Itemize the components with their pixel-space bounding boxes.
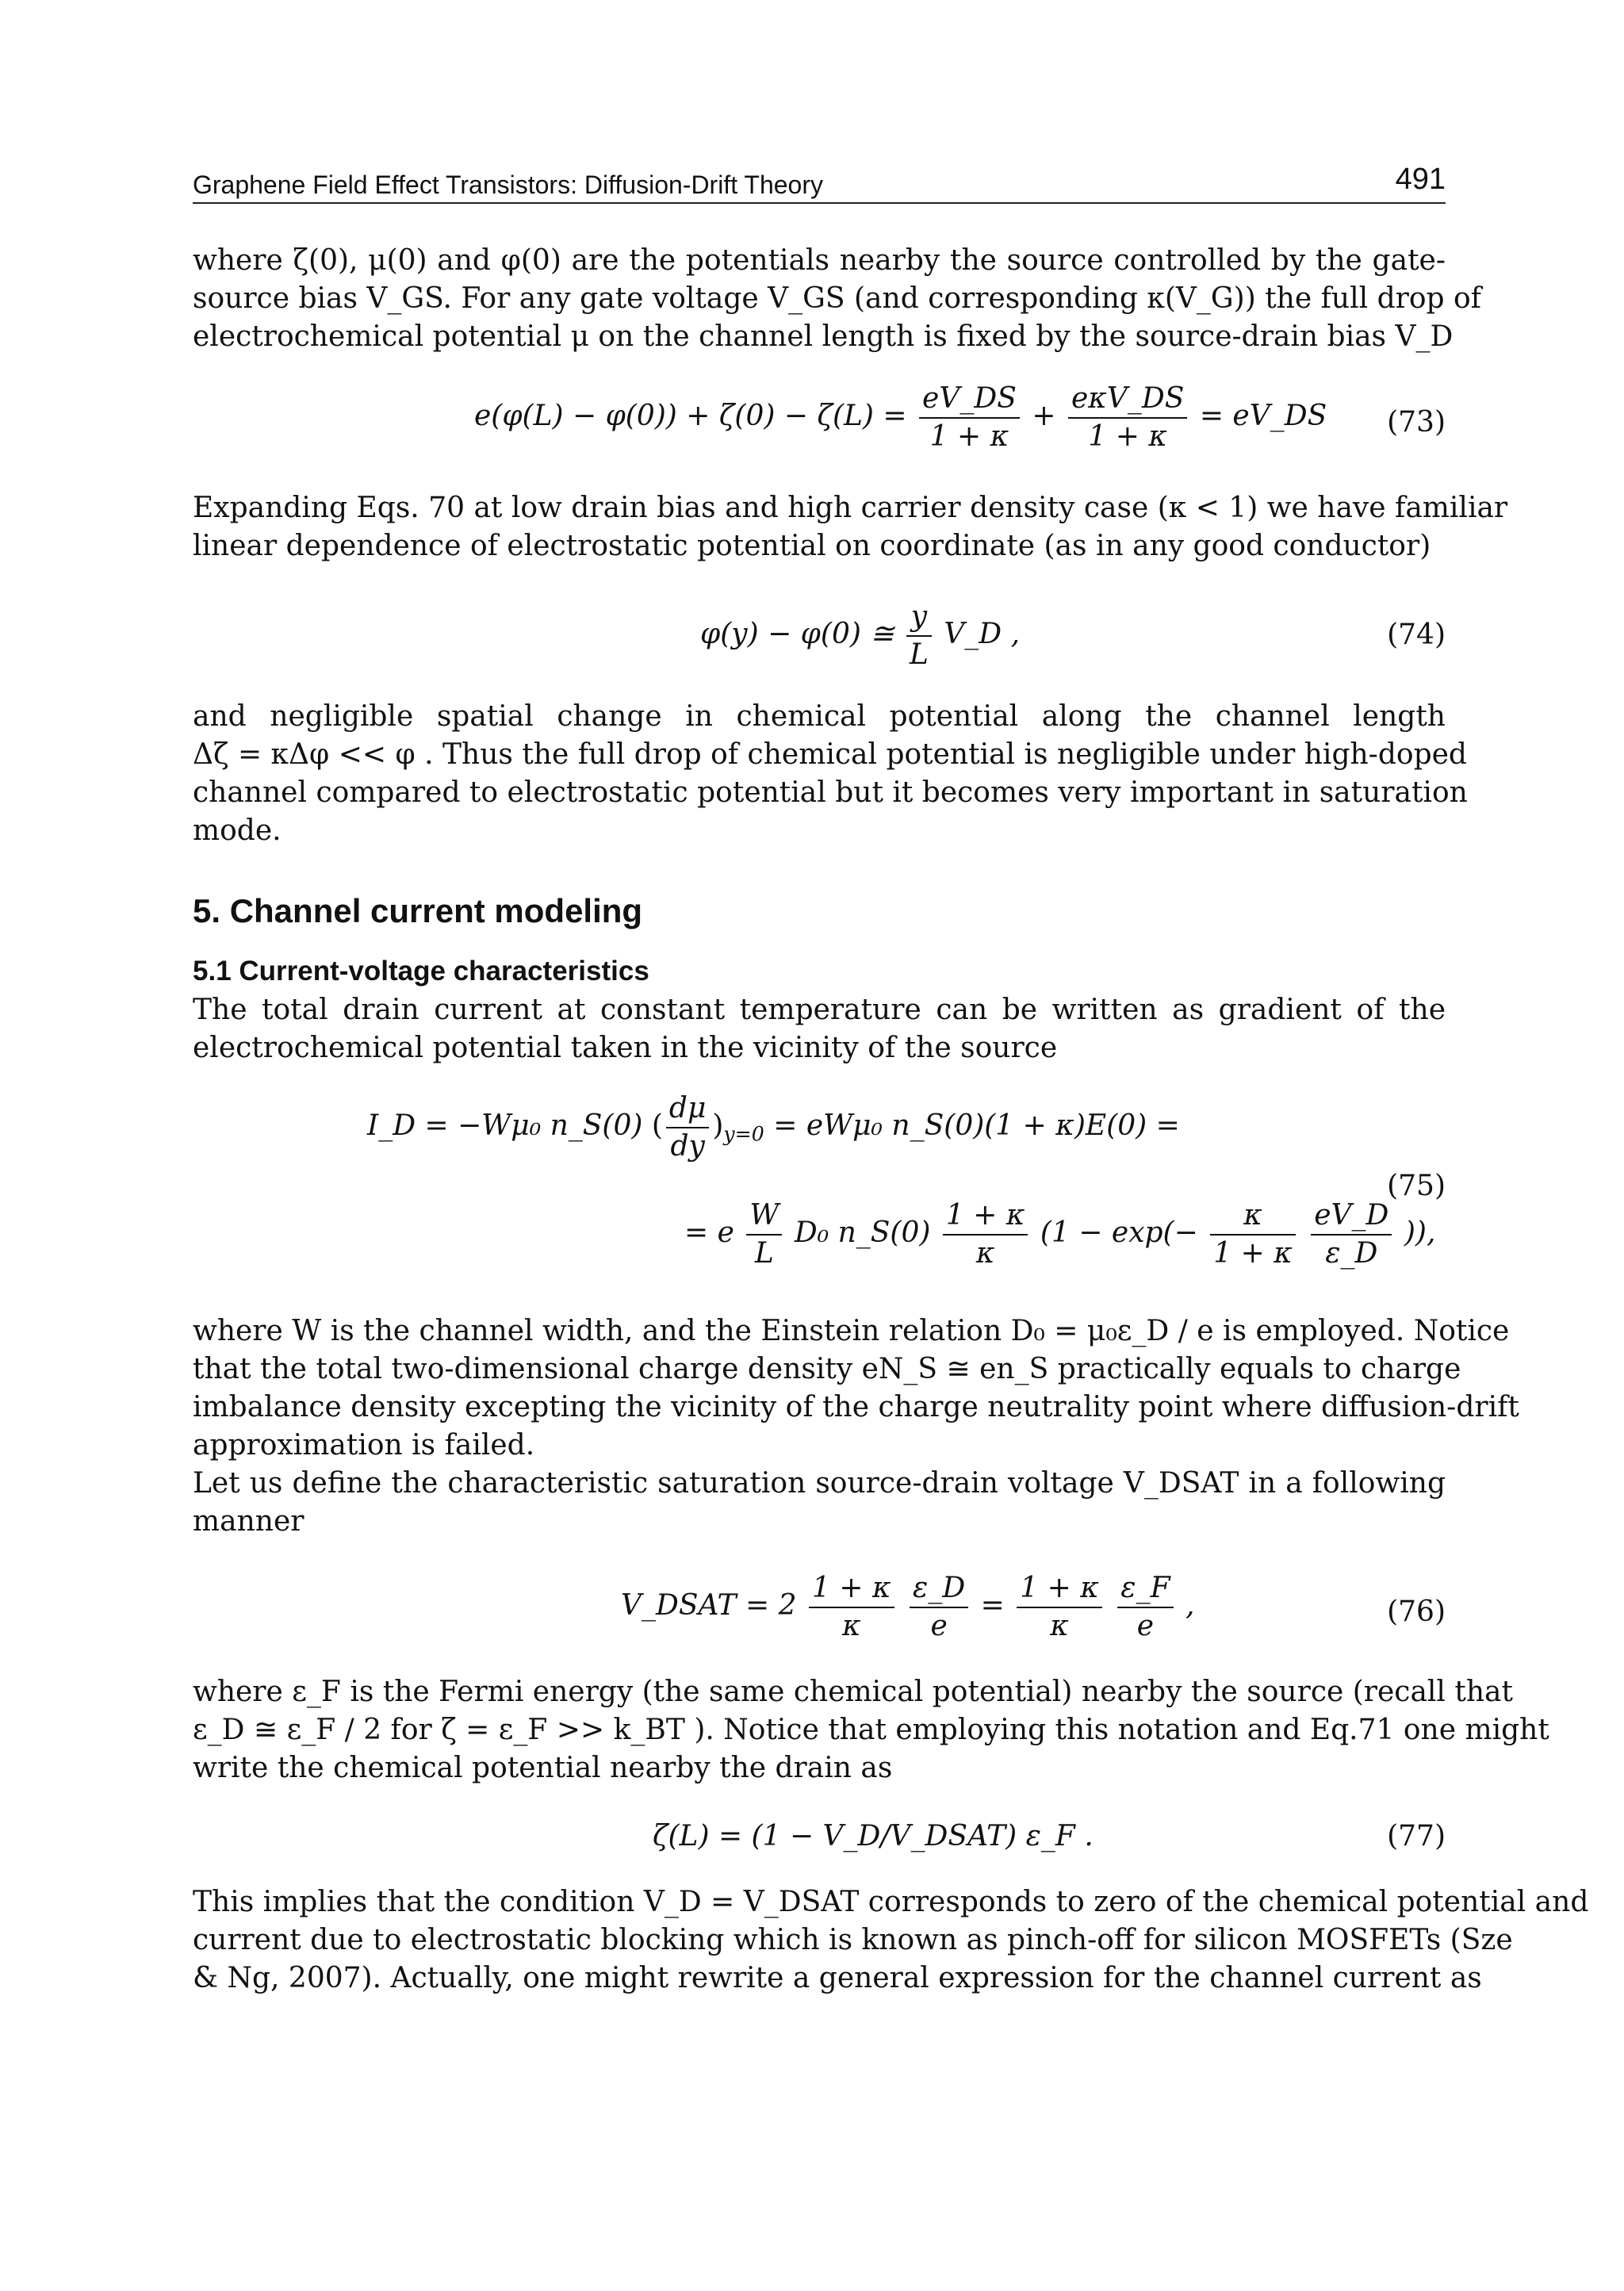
subsection-heading: 5.1 Current-voltage characteristics — [193, 956, 649, 987]
text-line: This implies that the condition V_D = V_DSAT corresponds to zero of the chemical potential and — [193, 1886, 1589, 1918]
text-line: approximation is failed. — [193, 1429, 535, 1462]
paragraph-6 — [193, 1465, 1446, 1541]
equation-number: (74) — [1387, 619, 1446, 651]
text-line: & Ng, 2007). Actually, one might rewrite a general expression for the channel current as — [193, 1962, 1482, 1994]
text-line: write the chemical potential nearby the drain as — [193, 1752, 893, 1784]
paragraph-4 — [193, 991, 1446, 1067]
running-head — [193, 163, 1446, 204]
text-line: mode. — [193, 814, 282, 847]
equation-74 — [193, 599, 1446, 686]
text-line: source bias V_GS. For any gate voltage V_GS (and corresponding κ(V_G)) the full drop of — [193, 282, 1481, 315]
equation-number: (73) — [1387, 406, 1446, 439]
equation-body: e(φ(L) − φ(0)) + ζ(0) − ζ(L) = $\frac{eV\_DS}{1 + \kappa}$ + $\frac{\text{eκV\_DS}}{1 + \kappa}$ = eV_DS — [474, 382, 1327, 453]
paragraph-3 — [193, 698, 1468, 850]
text-line: The total drain current at constant temperature can be written as gradient of the — [193, 994, 1446, 1026]
equation-body: V_DSAT = 2 $\frac{1 + \kappa}{\kappa}$ $\frac{\varepsilon\_D}{e}$ = $\frac{1 + \kappa}{\kappa}$ $\frac{\varepsilon\_F}{e}$ , — [621, 1572, 1195, 1642]
text-line: imbalance density excepting the vicinity of the charge neutrality point where diffusion-drift — [193, 1391, 1519, 1423]
paragraph-8 — [193, 1883, 1589, 1998]
text-line: where ε_F is the Fermi energy (the same chemical potential) nearby the source (recall that — [193, 1676, 1513, 1708]
text-line: Δζ = κΔφ << φ . Thus the full drop of chemical potential is negligible under high-doped — [193, 738, 1467, 771]
text-line: linear dependence of electrostatic potential on coordinate (as in any good conductor) — [193, 530, 1431, 562]
text-line: where ζ(0), μ(0) and φ(0) are the potentials nearby the source controlled by the gate- — [193, 244, 1446, 277]
text-line: electrochemical potential taken in the vicinity of the source — [193, 1032, 1058, 1064]
text-line: electrochemical potential μ on the channel length is fixed by the source-drain bias V_D — [193, 320, 1454, 353]
text-line: and negligible spatial change in chemical potential along the channel length — [193, 700, 1446, 733]
equation-line-1: I_D = −Wμ₀ n_S(0) ( $\frac{d\mu}{dy}$ )$_{y=0} = eW\mu_0$ n_S(0)(1 + κ)E(0) = — [367, 1092, 1180, 1163]
text-line: ε_D ≅ ε_F / 2 for ζ = ε_F >> k_BT ). Notice that employing this notation and Eq.71 one might — [193, 1714, 1549, 1746]
text-line: Expanding Eqs. 70 at low drain bias and high carrier density case (κ < 1) we have familiar — [193, 492, 1508, 524]
equation-line-2: = e $\frac{W}{L}$ D₀ n_S(0) $\frac{1 + \kappa}{\kappa}$ (1 − exp(− $\frac{\kappa}{1 + \kappa}$ $\frac{eV\_D}{\varepsilon\_D}$ )), — [684, 1199, 1436, 1270]
paragraph-7 — [193, 1673, 1549, 1787]
text-line: channel compared to electrostatic potential but it becomes very important in saturation — [193, 776, 1468, 809]
page-number: 491 — [1395, 163, 1446, 196]
paragraph-1 — [193, 242, 1481, 356]
equation-76 — [193, 1570, 1446, 1657]
paragraph-5 — [193, 1312, 1519, 1465]
equation-75 — [193, 1090, 1446, 1304]
text-line: Let us define the characteristic saturation source-drain voltage V_DSAT in a following — [193, 1467, 1446, 1500]
text-line: where W is the channel width, and the Einstein relation D₀ = μ₀ε_D / e is employed. Notice — [193, 1315, 1510, 1347]
equation-body: φ(y) − φ(0) ≅ $\frac{y}{L}$ V_D , — [700, 600, 1021, 671]
equation-77 — [193, 1820, 1446, 1868]
paragraph-2 — [193, 489, 1508, 565]
running-title: Graphene Field Effect Transistors: Diffusion-Drift Theory — [193, 170, 823, 199]
text-line: manner — [193, 1505, 304, 1538]
equation-number: (76) — [1387, 1596, 1446, 1628]
equation-number: (77) — [1387, 1820, 1446, 1852]
page — [193, 0, 1589, 2291]
section-heading: 5. Channel current modeling — [193, 892, 643, 929]
equation-73 — [193, 381, 1446, 468]
text-line: that the total two-dimensional charge density eN_S ≅ en_S practically equals to charge — [193, 1353, 1461, 1385]
text-line: current due to electrostatic blocking which is known as pinch-off for silicon MOSFETs (Sze — [193, 1924, 1513, 1956]
equation-number: (75) — [1387, 1170, 1446, 1202]
equation-body: ζ(L) = (1 − V_D/V_DSAT) ε_F . — [653, 1820, 1094, 1852]
